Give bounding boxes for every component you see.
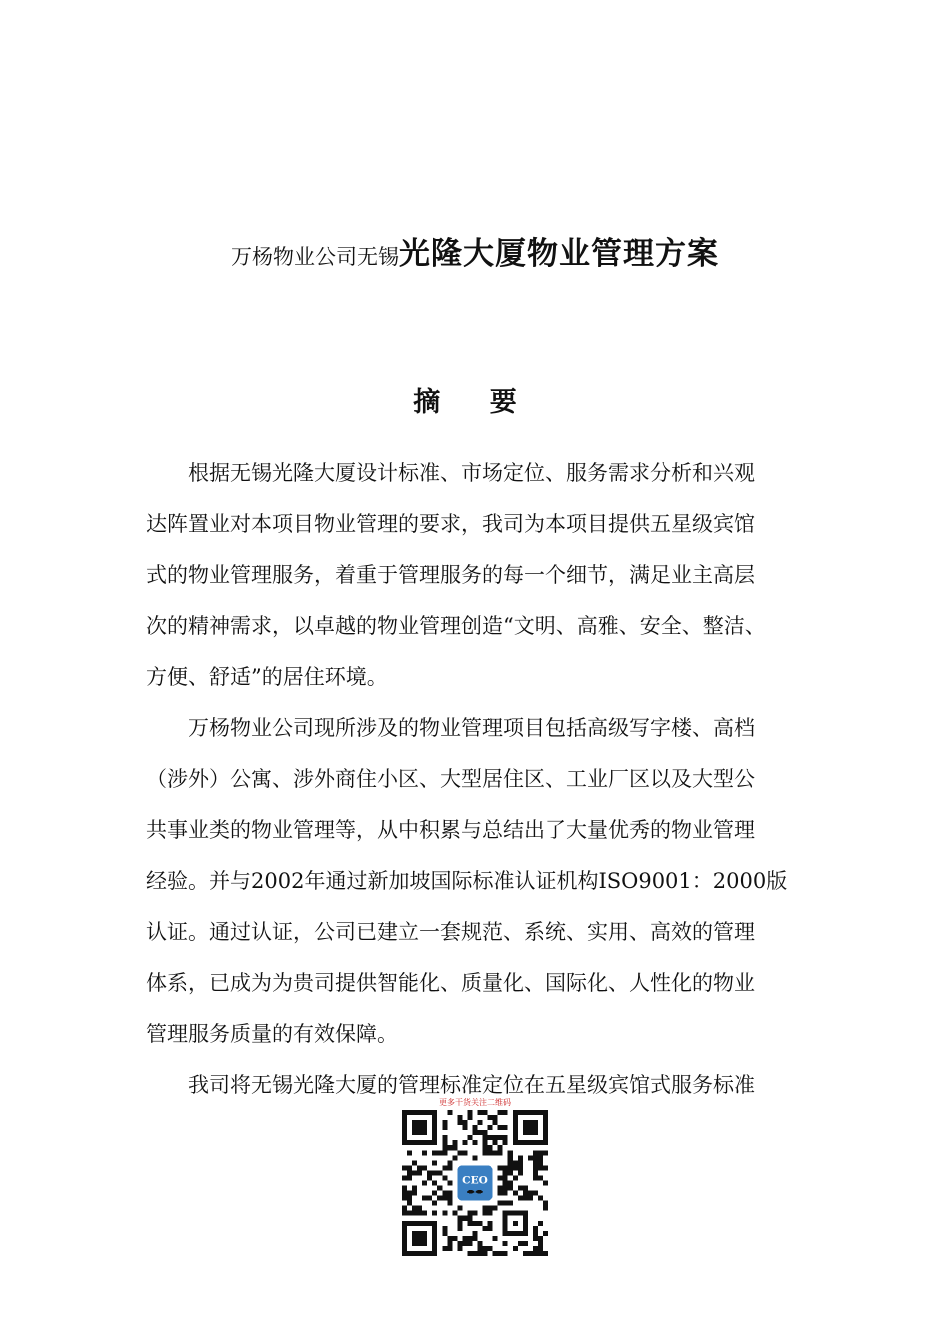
- paragraph-line: 认证。通过认证，公司已建立一套规范、系统、实用、高效的管理: [146, 920, 755, 944]
- paragraph-line: 我司将无锡光隆大厦的管理标准定位在五星级宾馆式服务标准: [188, 1073, 755, 1097]
- paragraph-line: （涉外）公寓、涉外商住小区、大型居住区、工业厂区以及大型公: [146, 767, 755, 791]
- paragraph-1: [146, 452, 818, 707]
- section-heading-abstract: 摘 要: [413, 387, 537, 418]
- title-prefix: 万杨物业公司无锡: [231, 245, 399, 269]
- qr-caption: 更多干货关注二维码: [439, 1098, 511, 1107]
- paragraph-line: 方便、舒适”的居住环境。: [146, 665, 388, 689]
- qr-code-block: [402, 1098, 548, 1258]
- paragraph-line: 根据无锡光隆大厦设计标准、市场定位、服务需求分析和兴观: [188, 461, 755, 485]
- qr-code-icon: [402, 1110, 548, 1256]
- paragraph-line: 万杨物业公司现所涉及的物业管理项目包括高级写字楼、高档: [188, 716, 755, 740]
- paragraph-line: 式的物业管理服务，着重于管理服务的每一个细节，满足业主高层: [146, 563, 755, 587]
- paragraph-line: 经验。并与2002年通过新加坡国际标准认证机构ISO9001：2000版: [146, 869, 788, 893]
- paragraph-line: 体系，已成为为贵司提供智能化、质量化、国际化、人性化的物业: [146, 971, 755, 995]
- paragraph-line: 管理服务质量的有效保障。: [146, 1022, 398, 1046]
- paragraph-line: 达阵置业对本项目物业管理的要求，我司为本项目提供五星级宾馆: [146, 512, 755, 536]
- paragraph-line: 共事业类的物业管理等，从中积累与总结出了大量优秀的物业管理: [146, 818, 755, 842]
- paragraph-2: [146, 707, 818, 1064]
- document-body: [146, 452, 818, 1115]
- paragraph-line: 次的精神需求，以卓越的物业管理创造“文明、高雅、安全、整洁、: [146, 614, 766, 638]
- title-main: 光隆大厦物业管理方案: [399, 236, 719, 272]
- document-title: [0, 228, 950, 273]
- qr-center-label: CEO: [462, 1174, 488, 1187]
